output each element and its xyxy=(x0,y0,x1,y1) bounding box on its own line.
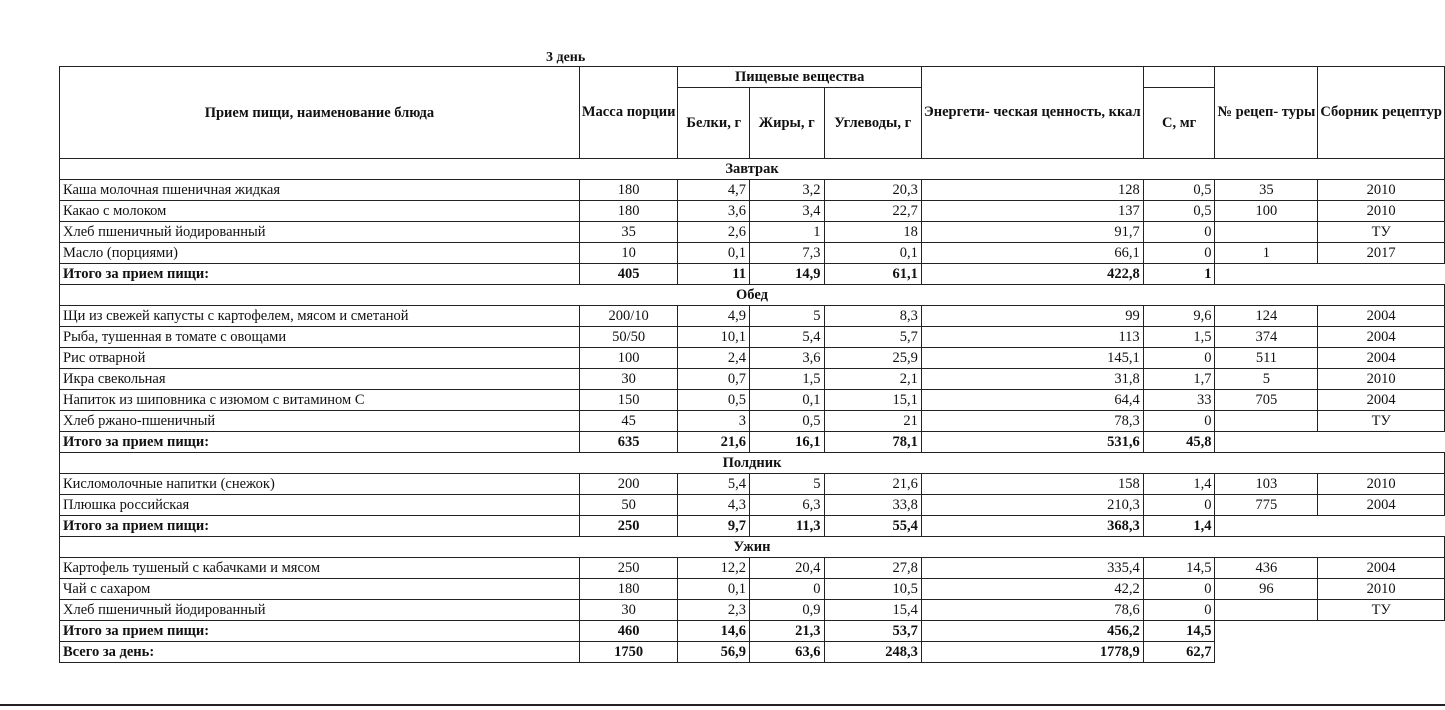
section-title: Завтрак xyxy=(60,159,1445,180)
table-row xyxy=(60,558,1445,579)
cell-energy: 128 xyxy=(921,180,1143,201)
total-blank xyxy=(1318,642,1445,663)
total-energy: 368,3 xyxy=(921,516,1143,537)
cell-energy: 113 xyxy=(921,327,1143,348)
total-vitc: 14,5 xyxy=(1143,621,1215,642)
total-blank xyxy=(1215,432,1318,453)
total-blank xyxy=(1318,432,1445,453)
table-row xyxy=(60,390,1445,411)
day-total-mass: 1750 xyxy=(579,642,678,663)
cell-recipe: 1 xyxy=(1215,243,1318,264)
cell-mass: 10 xyxy=(579,243,678,264)
cell-protein: 3 xyxy=(678,411,750,432)
table-row xyxy=(60,243,1445,264)
dish-name: Щи из свежей капусты с картофелем, мясом и сметаной xyxy=(60,306,580,327)
cell-protein: 2,6 xyxy=(678,222,750,243)
cell-vitc: 0 xyxy=(1143,495,1215,516)
total-blank xyxy=(1318,516,1445,537)
cell-protein: 0,5 xyxy=(678,390,750,411)
cell-fat: 1,5 xyxy=(750,369,825,390)
cell-fat: 3,4 xyxy=(750,201,825,222)
cell-carbs: 21,6 xyxy=(824,474,921,495)
dish-name: Хлеб пшеничный йодированный xyxy=(60,600,580,621)
total-protein: 9,7 xyxy=(678,516,750,537)
cell-vitc: 33 xyxy=(1143,390,1215,411)
cell-carbs: 21 xyxy=(824,411,921,432)
table-row xyxy=(60,348,1445,369)
cell-mass: 250 xyxy=(579,558,678,579)
cell-carbs: 20,3 xyxy=(824,180,921,201)
cell-vitc: 0 xyxy=(1143,348,1215,369)
dish-name: Масло (порциями) xyxy=(60,243,580,264)
cell-fat: 5 xyxy=(750,474,825,495)
cell-energy: 42,2 xyxy=(921,579,1143,600)
section-header-row xyxy=(60,453,1445,474)
cell-vitc: 1,4 xyxy=(1143,474,1215,495)
cell-protein: 0,1 xyxy=(678,579,750,600)
cell-carbs: 8,3 xyxy=(824,306,921,327)
cell-collection: 2004 xyxy=(1318,306,1445,327)
total-blank xyxy=(1318,264,1445,285)
cell-carbs: 22,7 xyxy=(824,201,921,222)
cell-recipe xyxy=(1215,600,1318,621)
cell-protein: 0,1 xyxy=(678,243,750,264)
day-total-vitc: 62,7 xyxy=(1143,642,1215,663)
total-blank xyxy=(1215,642,1318,663)
cell-protein: 5,4 xyxy=(678,474,750,495)
cell-recipe: 35 xyxy=(1215,180,1318,201)
dish-name: Картофель тушеный с кабачками и мясом xyxy=(60,558,580,579)
dish-name: Хлеб ржано-пшеничный xyxy=(60,411,580,432)
cell-recipe xyxy=(1215,411,1318,432)
dish-name: Плюшка российская xyxy=(60,495,580,516)
total-energy: 422,8 xyxy=(921,264,1143,285)
table-row xyxy=(60,369,1445,390)
cell-carbs: 18 xyxy=(824,222,921,243)
cell-mass: 50/50 xyxy=(579,327,678,348)
total-blank xyxy=(1215,264,1318,285)
cell-fat: 20,4 xyxy=(750,558,825,579)
header-recipe-no: № рецеп- туры xyxy=(1215,67,1318,159)
cell-vitc: 0 xyxy=(1143,411,1215,432)
cell-recipe: 100 xyxy=(1215,201,1318,222)
cell-mass: 30 xyxy=(579,600,678,621)
cell-protein: 12,2 xyxy=(678,558,750,579)
cell-fat: 7,3 xyxy=(750,243,825,264)
cell-recipe: 775 xyxy=(1215,495,1318,516)
cell-mass: 35 xyxy=(579,222,678,243)
table-row xyxy=(60,180,1445,201)
total-carbs: 61,1 xyxy=(824,264,921,285)
total-blank xyxy=(1318,621,1445,642)
cell-mass: 180 xyxy=(579,201,678,222)
cell-energy: 31,8 xyxy=(921,369,1143,390)
table-row xyxy=(60,327,1445,348)
total-fat: 11,3 xyxy=(750,516,825,537)
cell-collection: 2004 xyxy=(1318,327,1445,348)
total-mass: 250 xyxy=(579,516,678,537)
cell-collection: 2010 xyxy=(1318,180,1445,201)
cell-mass: 45 xyxy=(579,411,678,432)
cell-protein: 4,3 xyxy=(678,495,750,516)
cell-carbs: 15,1 xyxy=(824,390,921,411)
dish-name: Хлеб пшеничный йодированный xyxy=(60,222,580,243)
dish-name: Рыба, тушенная в томате с овощами xyxy=(60,327,580,348)
cell-fat: 0,5 xyxy=(750,411,825,432)
dish-name: Икра свекольная xyxy=(60,369,580,390)
cell-recipe xyxy=(1215,222,1318,243)
cell-collection: ТУ xyxy=(1318,600,1445,621)
total-energy: 531,6 xyxy=(921,432,1143,453)
cell-recipe: 374 xyxy=(1215,327,1318,348)
section-title: Обед xyxy=(60,285,1445,306)
total-label: Итого за прием пищи: xyxy=(60,432,580,453)
cell-energy: 137 xyxy=(921,201,1143,222)
total-protein: 21,6 xyxy=(678,432,750,453)
cell-fat: 0,1 xyxy=(750,390,825,411)
cell-mass: 30 xyxy=(579,369,678,390)
cell-collection: 2010 xyxy=(1318,579,1445,600)
cell-carbs: 5,7 xyxy=(824,327,921,348)
menu-body xyxy=(60,159,1445,663)
table-row xyxy=(60,579,1445,600)
cell-recipe: 96 xyxy=(1215,579,1318,600)
section-header-row xyxy=(60,159,1445,180)
cell-mass: 180 xyxy=(579,180,678,201)
cell-mass: 200 xyxy=(579,474,678,495)
menu-table xyxy=(59,66,1445,663)
cell-collection: 2010 xyxy=(1318,369,1445,390)
total-label: Итого за прием пищи: xyxy=(60,516,580,537)
cell-energy: 64,4 xyxy=(921,390,1143,411)
dish-name: Чай с сахаром xyxy=(60,579,580,600)
cell-energy: 78,3 xyxy=(921,411,1143,432)
cell-fat: 3,2 xyxy=(750,180,825,201)
cell-protein: 4,7 xyxy=(678,180,750,201)
cell-vitc: 14,5 xyxy=(1143,558,1215,579)
day-total-row xyxy=(60,642,1445,663)
header-protein: Белки, г xyxy=(678,88,750,159)
table-row xyxy=(60,474,1445,495)
header-vitc: С, мг xyxy=(1143,88,1215,159)
total-vitc: 1,4 xyxy=(1143,516,1215,537)
cell-mass: 150 xyxy=(579,390,678,411)
header-nutrients: Пищевые вещества xyxy=(678,67,921,88)
cell-fat: 6,3 xyxy=(750,495,825,516)
section-title: Ужин xyxy=(60,537,1445,558)
cell-fat: 1 xyxy=(750,222,825,243)
header-vitc-top xyxy=(1143,67,1215,88)
cell-carbs: 27,8 xyxy=(824,558,921,579)
meal-total-row xyxy=(60,516,1445,537)
cell-vitc: 0 xyxy=(1143,222,1215,243)
dish-name: Какао с молоком xyxy=(60,201,580,222)
cell-recipe: 436 xyxy=(1215,558,1318,579)
cell-mass: 180 xyxy=(579,579,678,600)
dish-name: Рис отварной xyxy=(60,348,580,369)
cell-energy: 158 xyxy=(921,474,1143,495)
cell-mass: 100 xyxy=(579,348,678,369)
section-header-row xyxy=(60,285,1445,306)
cell-vitc: 0,5 xyxy=(1143,180,1215,201)
dish-name: Кисломолочные напитки (снежок) xyxy=(60,474,580,495)
cell-collection: 2010 xyxy=(1318,474,1445,495)
cell-carbs: 15,4 xyxy=(824,600,921,621)
total-fat: 16,1 xyxy=(750,432,825,453)
table-row xyxy=(60,600,1445,621)
page-bottom-border xyxy=(0,704,1445,706)
cell-mass: 200/10 xyxy=(579,306,678,327)
total-fat: 14,9 xyxy=(750,264,825,285)
day-title: 3 день xyxy=(546,50,586,65)
total-protein: 14,6 xyxy=(678,621,750,642)
header-energy: Энергети- ческая ценность, ккал xyxy=(921,67,1143,159)
section-header-row xyxy=(60,537,1445,558)
total-mass: 405 xyxy=(579,264,678,285)
cell-collection: 2010 xyxy=(1318,201,1445,222)
cell-carbs: 25,9 xyxy=(824,348,921,369)
table-row xyxy=(60,222,1445,243)
cell-collection: 2004 xyxy=(1318,348,1445,369)
cell-carbs: 10,5 xyxy=(824,579,921,600)
header-mass: Масса порции xyxy=(579,67,678,159)
cell-protein: 2,4 xyxy=(678,348,750,369)
cell-energy: 335,4 xyxy=(921,558,1143,579)
cell-mass: 50 xyxy=(579,495,678,516)
total-carbs: 78,1 xyxy=(824,432,921,453)
cell-protein: 0,7 xyxy=(678,369,750,390)
total-carbs: 53,7 xyxy=(824,621,921,642)
cell-recipe: 124 xyxy=(1215,306,1318,327)
header-carbs: Углеводы, г xyxy=(824,88,921,159)
cell-energy: 78,6 xyxy=(921,600,1143,621)
cell-vitc: 0,5 xyxy=(1143,201,1215,222)
cell-vitc: 1,5 xyxy=(1143,327,1215,348)
header-name: Прием пищи, наименование блюда xyxy=(60,67,580,159)
meal-total-row xyxy=(60,432,1445,453)
cell-protein: 2,3 xyxy=(678,600,750,621)
cell-vitc: 0 xyxy=(1143,600,1215,621)
total-blank xyxy=(1215,621,1318,642)
total-vitc: 45,8 xyxy=(1143,432,1215,453)
cell-energy: 145,1 xyxy=(921,348,1143,369)
cell-vitc: 9,6 xyxy=(1143,306,1215,327)
cell-energy: 210,3 xyxy=(921,495,1143,516)
cell-energy: 91,7 xyxy=(921,222,1143,243)
cell-energy: 99 xyxy=(921,306,1143,327)
cell-fat: 3,6 xyxy=(750,348,825,369)
cell-carbs: 0,1 xyxy=(824,243,921,264)
cell-vitc: 0 xyxy=(1143,243,1215,264)
cell-collection: 2017 xyxy=(1318,243,1445,264)
cell-fat: 5 xyxy=(750,306,825,327)
day-total-fat: 63,6 xyxy=(750,642,825,663)
table-row xyxy=(60,495,1445,516)
total-protein: 11 xyxy=(678,264,750,285)
cell-recipe: 5 xyxy=(1215,369,1318,390)
cell-fat: 0 xyxy=(750,579,825,600)
dish-name: Каша молочная пшеничная жидкая xyxy=(60,180,580,201)
cell-collection: ТУ xyxy=(1318,222,1445,243)
table-row xyxy=(60,201,1445,222)
table-row xyxy=(60,306,1445,327)
total-blank xyxy=(1215,516,1318,537)
cell-recipe: 103 xyxy=(1215,474,1318,495)
dish-name: Напиток из шиповника с изюмом с витамином С xyxy=(60,390,580,411)
total-energy: 456,2 xyxy=(921,621,1143,642)
day-total-carbs: 248,3 xyxy=(824,642,921,663)
section-title: Полдник xyxy=(60,453,1445,474)
total-carbs: 55,4 xyxy=(824,516,921,537)
cell-recipe: 511 xyxy=(1215,348,1318,369)
cell-collection: 2004 xyxy=(1318,558,1445,579)
cell-fat: 5,4 xyxy=(750,327,825,348)
table-row xyxy=(60,411,1445,432)
meal-total-row xyxy=(60,621,1445,642)
total-fat: 21,3 xyxy=(750,621,825,642)
meal-total-row xyxy=(60,264,1445,285)
header-collection: Сборник рецептур xyxy=(1318,67,1445,159)
total-mass: 460 xyxy=(579,621,678,642)
cell-collection: ТУ xyxy=(1318,411,1445,432)
cell-carbs: 2,1 xyxy=(824,369,921,390)
day-total-energy: 1778,9 xyxy=(921,642,1143,663)
cell-protein: 10,1 xyxy=(678,327,750,348)
cell-collection: 2004 xyxy=(1318,495,1445,516)
cell-protein: 4,9 xyxy=(678,306,750,327)
cell-energy: 66,1 xyxy=(921,243,1143,264)
day-total-protein: 56,9 xyxy=(678,642,750,663)
cell-fat: 0,9 xyxy=(750,600,825,621)
total-label: Итого за прием пищи: xyxy=(60,264,580,285)
day-total-label: Всего за день: xyxy=(60,642,580,663)
cell-vitc: 0 xyxy=(1143,579,1215,600)
cell-carbs: 33,8 xyxy=(824,495,921,516)
total-vitc: 1 xyxy=(1143,264,1215,285)
header-fat: Жиры, г xyxy=(750,88,825,159)
cell-vitc: 1,7 xyxy=(1143,369,1215,390)
total-label: Итого за прием пищи: xyxy=(60,621,580,642)
cell-protein: 3,6 xyxy=(678,201,750,222)
total-mass: 635 xyxy=(579,432,678,453)
cell-recipe: 705 xyxy=(1215,390,1318,411)
cell-collection: 2004 xyxy=(1318,390,1445,411)
